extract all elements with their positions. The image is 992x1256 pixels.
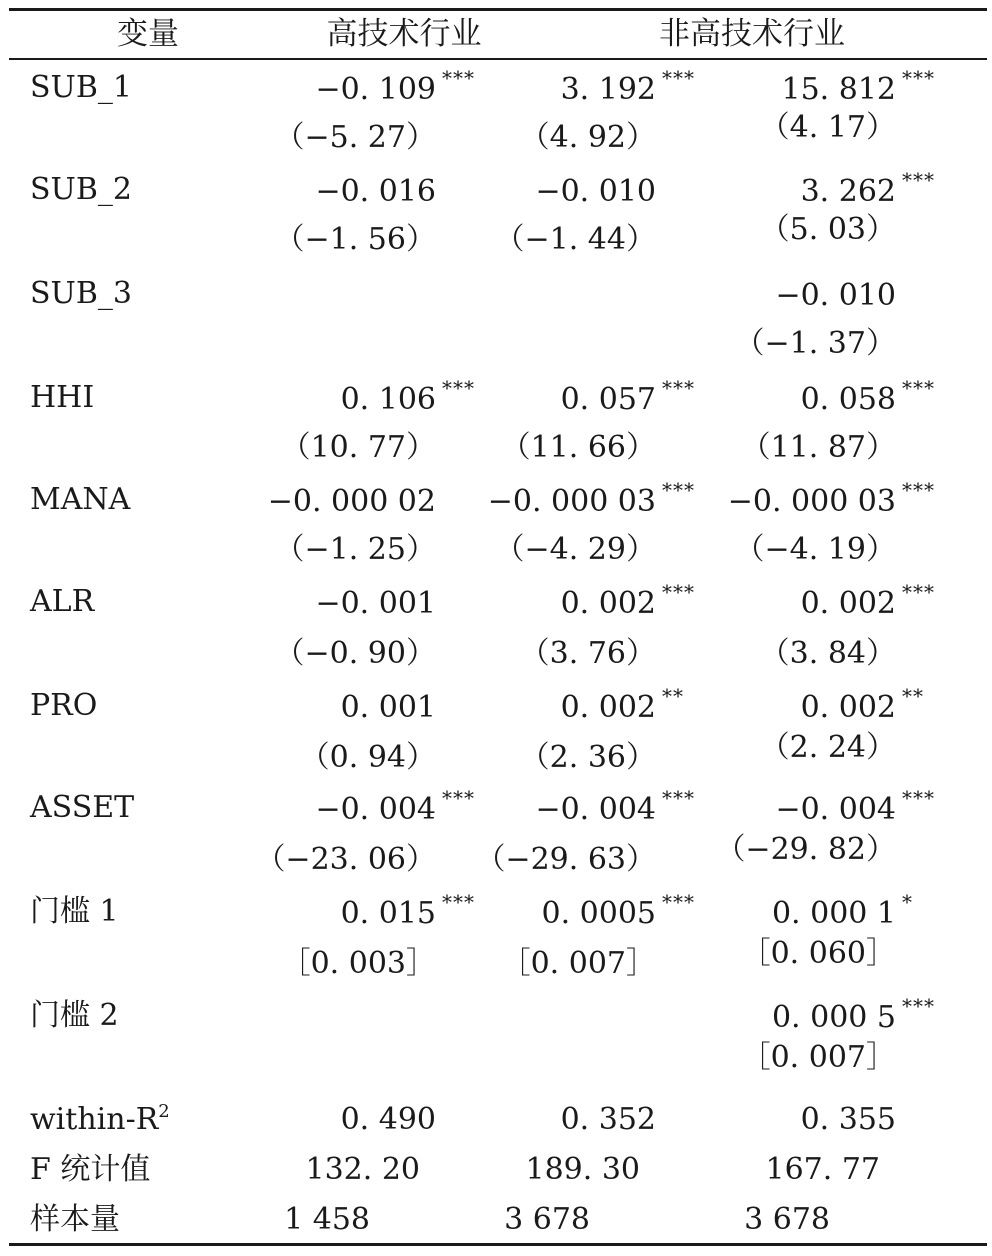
stat-value: （11. 66）: [500, 430, 656, 465]
stat-value: （4. 92）: [519, 120, 656, 155]
coef-value: 0. 0005 ***: [541, 896, 656, 932]
stat-value: （3. 76）: [519, 636, 656, 671]
coef-value: 15. 812 ***: [781, 72, 896, 108]
coef-value: 0. 002 **: [801, 690, 896, 726]
coef-value: −0. 000 03 ***: [728, 484, 896, 520]
row-label: HHI: [30, 380, 95, 415]
significance-stars: ***: [442, 786, 475, 810]
stat-value: （2. 36）: [519, 740, 656, 775]
coef-value: 0. 058 ***: [801, 382, 896, 418]
significance-stars: ***: [902, 994, 935, 1018]
top-rule: [9, 8, 987, 11]
stat-value: （0. 94）: [299, 740, 436, 775]
coef-value: 3. 262 ***: [801, 174, 896, 210]
coef-value: −0. 000 02: [267, 484, 436, 519]
row-label: F 统计值: [30, 1152, 151, 1187]
stat-value: （−1. 25）: [274, 532, 436, 567]
row-label: 门槛 1: [30, 894, 119, 929]
f-value: 132. 20: [305, 1152, 420, 1187]
n-value: 3 678: [504, 1202, 590, 1237]
coef-value: 0. 002 **: [561, 690, 656, 726]
superscript: 2: [158, 1101, 170, 1122]
r2-value: 0. 352: [560, 1102, 656, 1137]
stat-value: （−29. 82）: [715, 832, 896, 867]
significance-stars: ***: [902, 580, 935, 604]
significance-stars: ***: [902, 376, 935, 400]
coef-value: 0. 000 5 ***: [772, 1000, 896, 1036]
coef-value: 0. 015 ***: [341, 896, 436, 932]
coef-value: −0. 010: [535, 174, 656, 209]
stat-value: （4. 17）: [759, 110, 896, 145]
stat-value: ［0. 060］: [740, 936, 896, 971]
row-label: PRO: [30, 688, 98, 723]
header-rule: [9, 58, 987, 60]
stat-value: （2. 24）: [759, 730, 896, 765]
stat-value: （−23. 06）: [255, 842, 436, 877]
significance-stars: ***: [442, 66, 475, 90]
coef-value: 0. 002 ***: [801, 586, 896, 622]
stat-value: ［0. 007］: [740, 1040, 896, 1075]
significance-stars: ***: [662, 376, 695, 400]
coef-value: −0. 004 ***: [535, 792, 656, 828]
row-label: SUB_3: [30, 276, 132, 311]
significance-stars: ***: [662, 478, 695, 502]
significance-stars: ***: [442, 376, 475, 400]
significance-stars: ***: [662, 66, 695, 90]
row-label: 样本量: [30, 1202, 120, 1237]
coef-value: −0. 004 ***: [775, 792, 896, 828]
significance-stars: **: [662, 684, 684, 708]
significance-stars: ***: [902, 168, 935, 192]
significance-stars: ***: [442, 890, 475, 914]
coef-value: −0. 016: [315, 174, 436, 209]
stat-value: ［0. 003］: [280, 946, 436, 981]
bottom-rule: [9, 1243, 987, 1246]
coef-value: −0. 010: [775, 278, 896, 313]
significance-stars: ***: [902, 478, 935, 502]
n-value: 1 458: [284, 1202, 370, 1237]
row-label: 门槛 2: [30, 998, 119, 1033]
header-high-tech: 高技术行业: [326, 16, 482, 52]
significance-stars: ***: [662, 580, 695, 604]
stat-value: （−5. 27）: [274, 120, 436, 155]
stat-value: （11. 87）: [740, 430, 896, 465]
significance-stars: ***: [662, 786, 695, 810]
coef-value: 0. 001: [340, 690, 436, 725]
stat-value: （−1. 44）: [494, 222, 656, 257]
stat-value: （−1. 37）: [734, 326, 896, 361]
row-label: MANA: [30, 482, 131, 517]
significance-stars: *: [902, 890, 913, 914]
stat-value: （−4. 19）: [734, 532, 896, 567]
coef-value: 0. 106 ***: [341, 382, 436, 418]
coef-value: −0. 000 03 ***: [488, 484, 656, 520]
n-value: 3 678: [744, 1202, 830, 1237]
stat-value: （−4. 29）: [494, 532, 656, 567]
row-label: SUB_1: [30, 70, 132, 105]
significance-stars: **: [902, 684, 924, 708]
coef-value: −0. 001: [315, 586, 436, 621]
stat-value: （3. 84）: [759, 636, 896, 671]
stat-value: （10. 77）: [280, 430, 436, 465]
stat-value: ［0. 007］: [500, 946, 656, 981]
row-label: SUB_2: [30, 172, 132, 207]
r2-value: 0. 490: [340, 1102, 436, 1137]
stat-value: （−1. 56）: [274, 222, 436, 257]
row-label: within-$R^2$: [30, 1101, 170, 1137]
row-label: ALR: [30, 584, 95, 619]
coef-value: −0. 109 ***: [315, 72, 436, 108]
stat-value: （5. 03）: [759, 212, 896, 247]
significance-stars: ***: [902, 66, 935, 90]
coef-value: −0. 004 ***: [315, 792, 436, 828]
stat-value: （−29. 63）: [475, 842, 656, 877]
significance-stars: ***: [902, 786, 935, 810]
coef-value: 3. 192 ***: [561, 72, 656, 108]
r2-value: 0. 355: [800, 1102, 896, 1137]
header-variable: 变量: [117, 16, 179, 52]
coef-value: 0. 002 ***: [561, 586, 656, 622]
header-non-high-tech: 非高技术行业: [659, 16, 845, 52]
f-value: 167. 77: [765, 1152, 880, 1187]
f-value: 189. 30: [525, 1152, 640, 1187]
coef-value: 0. 000 1 *: [772, 896, 896, 932]
significance-stars: ***: [662, 890, 695, 914]
stat-value: （−0. 90）: [274, 636, 436, 671]
coef-value: 0. 057 ***: [561, 382, 656, 418]
row-label: ASSET: [30, 790, 135, 825]
